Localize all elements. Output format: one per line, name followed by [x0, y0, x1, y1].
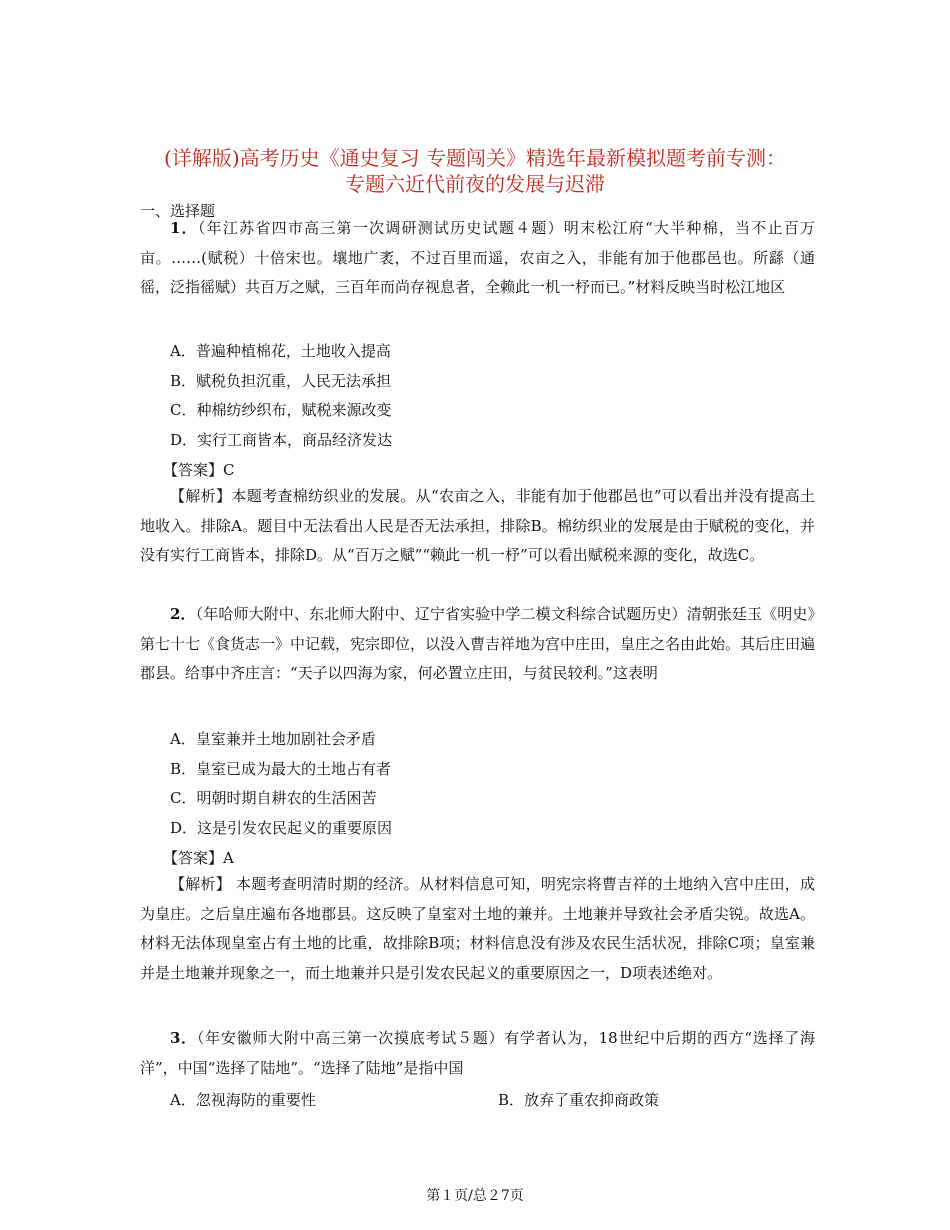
question-1-option-d: D．实行工商皆本，商品经济发达 — [170, 431, 393, 449]
question-2-stem: 2．（年哈师大附中、东北师大附中、辽宁省实验中学二模文科综合试题历史）清朝张廷玉《明史》第七十七《食货志一》中记载，宪宗即位，以没入曹吉祥地为宫中庄田，皇庄之名由此始。其后庄田遍郡县。给事中齐庄言：“天子以四海为家，何必置立庄田，与贫民较利。”这表明 — [140, 605, 816, 683]
question-2-option-d: D．这是引发农民起义的重要原因 — [170, 819, 393, 837]
section-heading: 一、选择题 — [140, 202, 216, 220]
question-2-option-b: B．皇室已成为最大的土地占有者 — [170, 760, 392, 778]
question-2-answer: 【答案】A — [163, 849, 234, 867]
question-3-option-a: A．忽视海防的重要性 — [170, 1091, 316, 1109]
title-line-1: (详解版)高考历史《通史复习 专题闯关》精选年最新模拟题考前专测： — [164, 146, 786, 170]
question-1-option-a: A．普遍种植棉花，土地收入提高 — [170, 342, 391, 360]
question-2-option-c: C．明朝时期自耕农的生活困苦 — [170, 789, 377, 807]
question-2-option-a: A．皇室兼并土地加剧社会矛盾 — [170, 730, 376, 748]
question-1-option-b: B．赋税负担沉重，人民无法承担 — [170, 372, 392, 390]
question-1-answer: 【答案】C — [163, 461, 235, 479]
question-2-analysis: 【解析】 本题考查明清时期的经济。从材料信息可知，明宪宗将曹吉祥的土地纳入宫中庄田，成为皇庄。之后皇庄遍布各地郡县。这反映了皇室对土地的兼并。土地兼并导致社会矛盾尖锐。故选A。材料无法体现皇室占有土地的比重，故排除B项；材料信息没有涉及农民生活状况，排除C项；皇室兼并是土地兼并现象之一，而土地兼并只是引发农民起义的重要原因之一，D项表述绝对。 — [140, 875, 815, 983]
page-footer: 第１页/总２7页 — [426, 1188, 524, 1204]
question-3-option-b: B．放弃了重农抑商政策 — [498, 1091, 660, 1109]
question-1-stem: 1．（年江苏省四市高三第一次调研测试历史试题４题）明末松江府“大半种棉，当不止百万亩。……(赋税）十倍宋也。壤地广袤，不过百里而遥，农亩之入，非能有加于他郡邑也。所繇（通徭，泛指徭赋）共百万之赋，三百年而尚存视息者，全赖此一机一杼而已。”材料反映当时松江地区 — [140, 219, 815, 297]
question-3-stem: 3．（年安徽师大附中高三第一次摸底考试５题）有学者认为，18世纪中后期的西方“选择了海洋”，中国“选择了陆地”。“选择了陆地”是指中国 — [140, 1029, 816, 1077]
title-line-2: 专题六近代前夜的发展与迟滞 — [345, 172, 605, 196]
question-1-analysis: 【解析】本题考查棉纺织业的发展。从“农亩之入，非能有加于他郡邑也”可以看出并没有提高土地收入。排除A。题目中无法看出人民是否无法承担，排除B。棉纺织业的发展是由于赋税的变化，并没有实行工商皆本，排除D。从“百万之赋”“赖此一机一杼”可以看出赋税来源的变化，故选C。 — [140, 487, 815, 565]
question-1-option-c: C．种棉纺纱织布，赋税来源改变 — [170, 401, 392, 419]
